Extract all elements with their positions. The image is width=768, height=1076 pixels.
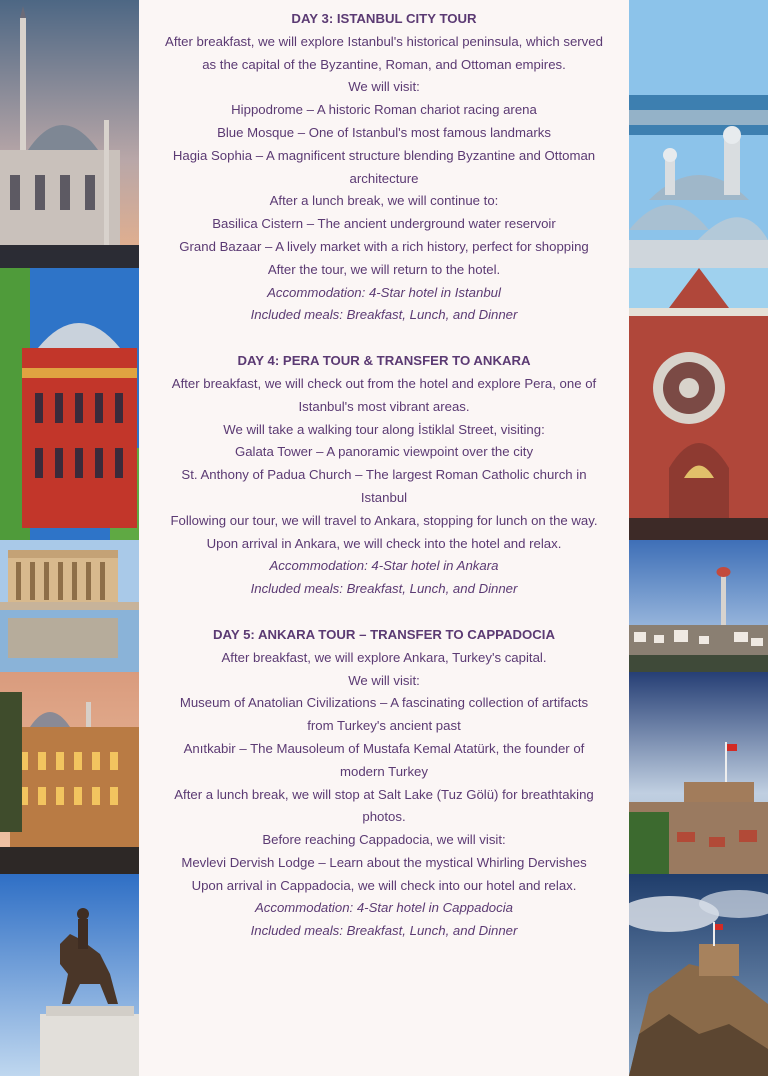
day-line: Mevlevi Dervish Lodge – Learn about the mystical Whirling Dervishes — [181, 854, 587, 870]
day-title: DAY 4: PERA TOUR & TRANSFER TO ANKARA — [237, 353, 531, 369]
itinerary-content — [139, 0, 629, 943]
day-line: Upon arrival in Ankara, we will check into the hotel and relax. — [206, 535, 562, 551]
ataturk-statue-photo — [0, 874, 139, 1076]
day-section — [139, 350, 629, 601]
castle-hill-photo — [629, 874, 768, 1076]
day-line: We will visit: — [348, 672, 420, 688]
day-line: Grand Bazaar – A lively market with a rich history, perfect for shopping — [179, 238, 589, 254]
day-line: St. Anthony of Padua Church – The largest Roman Catholic church in — [181, 467, 587, 483]
day-line: After the tour, we will return to the hotel. — [267, 261, 501, 277]
meals-line: Included meals: Breakfast, Lunch, and Dinner — [250, 923, 518, 939]
day-line: Hagia Sophia – A magnificent structure blending Byzantine and Ottoman — [172, 147, 596, 163]
day-line: We will visit: — [348, 79, 420, 95]
day-line: Anıtkabir – The Mausoleum of Mustafa Kemal Atatürk, the founder of — [183, 740, 585, 756]
day-line: Istanbul — [360, 489, 408, 505]
day-line: After breakfast, we will explore Istanbul's historical peninsula, which served — [165, 33, 603, 49]
meals-line: Included meals: Breakfast, Lunch, and Dinner — [250, 307, 518, 323]
mosque-domes-photo — [629, 0, 768, 268]
pera-building-photo — [0, 672, 139, 874]
left-photo-column — [0, 0, 139, 1076]
st-anthony-church-photo — [629, 268, 768, 540]
day-line: Basilica Cistern – The ancient underground water reservoir — [212, 216, 556, 232]
day-line: as the capital of the Byzantine, Roman, and Ottoman empires. — [202, 56, 566, 72]
day-line: Before reaching Cappadocia, we will visit: — [262, 832, 506, 848]
day-line: Blue Mosque – One of Istanbul's most famous landmarks — [217, 124, 551, 140]
day-line: architecture — [349, 170, 419, 186]
red-clock-tower-photo — [0, 268, 139, 540]
ortakoy-mosque-photo — [0, 0, 139, 268]
section-spacer — [139, 327, 629, 350]
meals-line: Included meals: Breakfast, Lunch, and Dinner — [250, 581, 518, 597]
anitkabir-photo — [0, 540, 139, 672]
day-section — [139, 8, 629, 327]
day-line: We will take a walking tour along İstiklal Street, visiting: — [223, 421, 545, 437]
day-section — [139, 624, 629, 943]
day-line: Upon arrival in Cappadocia, we will check into our hotel and relax. — [191, 877, 577, 893]
day-line: Istanbul's most vibrant areas. — [298, 398, 470, 414]
accommodation-line: Accommodation: 4-Star hotel in Istanbul — [267, 284, 501, 300]
day-line: Galata Tower – A panoramic viewpoint over the city — [234, 444, 534, 460]
ankara-castle-flag-photo — [629, 672, 768, 874]
day-line: Following our tour, we will travel to Ankara, stopping for lunch on the way. — [170, 512, 598, 528]
day-line: After a lunch break, we will continue to: — [269, 193, 499, 209]
day-title: DAY 3: ISTANBUL CITY TOUR — [291, 11, 477, 26]
itinerary-text-panel — [139, 0, 629, 1076]
day-line: photos. — [362, 809, 406, 825]
accommodation-line: Accommodation: 4-Star hotel in Cappadocia — [254, 900, 514, 916]
right-photo-column — [629, 0, 768, 1076]
day-line: After breakfast, we will check out from the hotel and explore Pera, one of — [171, 375, 597, 391]
day-line: modern Turkey — [340, 763, 428, 779]
day-line: Museum of Anatolian Civilizations – A fascinating collection of artifacts — [179, 695, 589, 711]
accommodation-line: Accommodation: 4-Star hotel in Ankara — [269, 558, 499, 574]
day-line: After a lunch break, we will stop at Salt Lake (Tuz Gölü) for breathtaking — [174, 786, 594, 802]
day-line: After breakfast, we will explore Ankara, Turkey's capital. — [221, 649, 547, 665]
day-line: Hippodrome – A historic Roman chariot racing arena — [231, 102, 537, 118]
ankara-tower-photo — [629, 540, 768, 672]
section-spacer — [139, 601, 629, 624]
day-title: DAY 5: ANKARA TOUR – TRANSFER TO CAPPADOCIA — [213, 626, 555, 642]
day-line: from Turkey's ancient past — [307, 718, 461, 734]
